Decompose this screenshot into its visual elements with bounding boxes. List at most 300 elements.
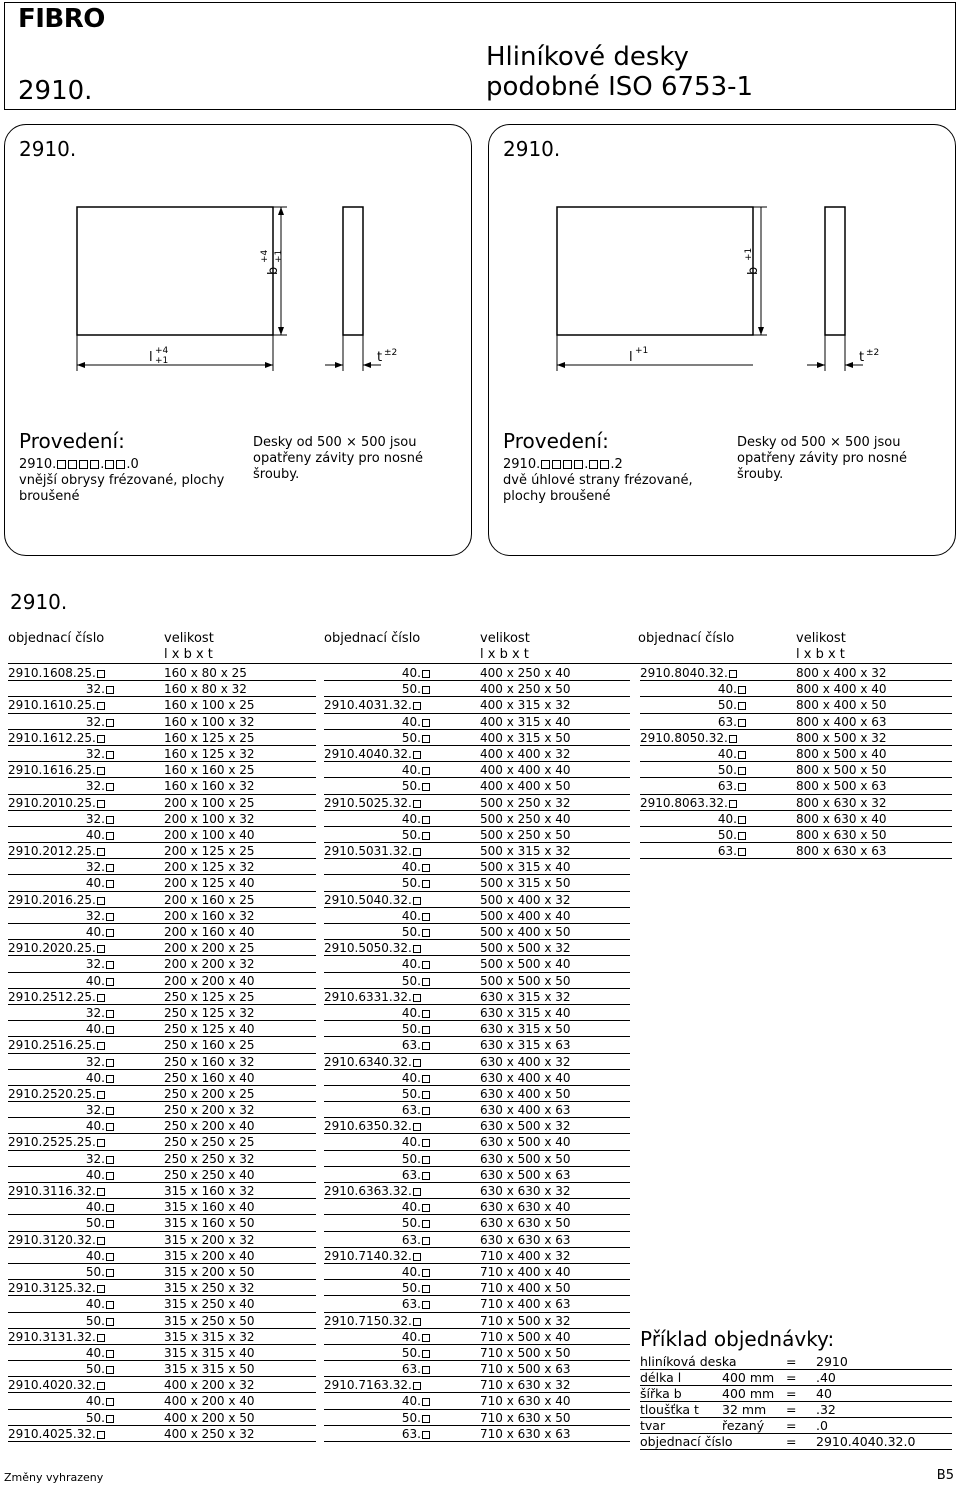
header-size-1: velikost l x b x t	[480, 631, 530, 662]
example-cell: .0	[816, 1418, 828, 1433]
size-value: 800 x 500 x 63	[796, 779, 887, 794]
order-number: 32.	[85, 779, 105, 794]
order-cell	[8, 697, 114, 713]
dim-l-label: l	[149, 350, 153, 365]
order-cell	[8, 681, 114, 697]
placeholder-box-icon	[729, 735, 737, 743]
order-number: 50.	[85, 1362, 105, 1377]
table-row	[8, 1070, 316, 1086]
placeholder-box-icon	[97, 1431, 105, 1439]
order-cell	[8, 1361, 114, 1377]
size-value: 800 x 500 x 50	[796, 763, 887, 778]
table-row	[8, 940, 316, 956]
table-row	[8, 778, 316, 794]
table-row	[324, 859, 630, 875]
order-cell	[324, 1215, 430, 1231]
order-number: 2910.6331.32.	[324, 989, 412, 1004]
order-cell	[324, 714, 430, 730]
table-row	[324, 1199, 630, 1215]
example-cell: =	[786, 1418, 797, 1433]
placeholder-box-icon	[106, 832, 114, 840]
table-row	[324, 1393, 630, 1409]
order-cell	[324, 1134, 430, 1150]
order-cell	[324, 1167, 430, 1183]
order-cell	[324, 973, 430, 989]
order-number: 50.	[401, 1345, 421, 1360]
placeholder-box-icon	[106, 1172, 114, 1180]
table-row	[8, 1102, 316, 1118]
size-value: 800 x 400 x 63	[796, 714, 887, 729]
placeholder-box-icon	[106, 1269, 114, 1277]
order-cell	[8, 1329, 114, 1345]
table-row	[324, 875, 630, 891]
order-number: 40.	[717, 746, 737, 761]
order-cell	[8, 1232, 114, 1248]
size-value: 400 x 400 x 32	[480, 746, 571, 761]
placeholder-box-icon	[97, 735, 105, 743]
table-row	[8, 1054, 316, 1070]
order-cell	[324, 1361, 430, 1377]
header-order-0: objednací číslo	[8, 631, 105, 646]
table-row	[324, 1086, 630, 1102]
table-row	[324, 827, 630, 843]
size-value: 400 x 400 x 40	[480, 763, 571, 778]
order-number: 40.	[85, 1119, 105, 1134]
order-cell	[8, 859, 114, 875]
order-number: 2910.4040.32.	[324, 746, 412, 761]
order-number: 50.	[401, 1281, 421, 1296]
order-number: 2910.2520.25.	[8, 1086, 96, 1101]
order-number: 50.	[401, 925, 421, 939]
size-value: 200 x 160 x 40	[164, 925, 255, 939]
order-cell	[8, 811, 114, 827]
placeholder-box-icon	[422, 1366, 430, 1374]
size-value: 160 x 160 x 25	[164, 763, 255, 778]
placeholder-box-icon	[413, 1253, 421, 1261]
size-value: 630 x 400 x 63	[480, 1103, 571, 1118]
plate-side-view	[343, 207, 363, 335]
order-cell	[640, 697, 746, 713]
table-row	[8, 665, 316, 681]
placeholder-box-icon	[106, 1107, 114, 1115]
placeholder-box-icon	[106, 1415, 114, 1423]
order-cell	[8, 892, 114, 908]
order-cell	[640, 762, 746, 778]
order-number: 50.	[401, 1151, 421, 1166]
size-value: 630 x 630 x 63	[480, 1232, 571, 1247]
placeholder-box-icon	[422, 1285, 430, 1293]
placeholder-box-icon	[413, 945, 421, 953]
dim-l-label: l	[629, 350, 633, 365]
table-row	[324, 892, 630, 908]
svg-text:+4: +4	[155, 346, 169, 356]
brand-logo: FIBRO	[18, 4, 105, 34]
placeholder-box-icon	[422, 913, 430, 921]
table-row	[324, 1102, 630, 1118]
table-row	[324, 697, 630, 713]
table-row	[8, 714, 316, 730]
placeholder-box-icon	[413, 897, 421, 905]
size-value: 250 x 160 x 40	[164, 1070, 255, 1085]
order-cell	[324, 1426, 430, 1442]
order-number: 40.	[717, 811, 737, 826]
size-value: 710 x 630 x 32	[480, 1378, 571, 1393]
order-cell	[324, 843, 430, 859]
order-number: 40.	[401, 1394, 421, 1409]
size-value: 250 x 200 x 40	[164, 1119, 255, 1134]
order-example	[640, 1326, 952, 1450]
size-value: 630 x 400 x 50	[480, 1086, 571, 1101]
size-value: 400 x 250 x 40	[480, 666, 571, 680]
table-row	[324, 795, 630, 811]
size-value: 160 x 100 x 32	[164, 714, 255, 729]
size-value: 630 x 630 x 50	[480, 1216, 571, 1231]
placeholder-box-icon	[729, 670, 737, 678]
example-cell: =	[786, 1402, 797, 1417]
variant-note: Desky od 500 × 500 jsou opatřeny závity pro nosné šrouby.	[737, 435, 908, 482]
size-value: 400 x 200 x 50	[164, 1410, 255, 1425]
placeholder-box-icon	[106, 1318, 114, 1326]
order-number: 50.	[717, 698, 737, 713]
placeholder-box-icon	[422, 978, 430, 986]
table-row	[640, 746, 952, 762]
table-row	[324, 940, 630, 956]
dim-t-label: t	[377, 350, 383, 365]
table-row	[8, 1329, 316, 1345]
placeholder-box-icon	[422, 1091, 430, 1099]
order-number: 2910.1612.25.	[8, 730, 96, 745]
placeholder-box-icon	[422, 1220, 430, 1228]
placeholder-box-icon	[422, 1431, 430, 1439]
table-row	[640, 778, 952, 794]
table-row	[324, 843, 630, 859]
dim-t-label: t	[859, 350, 865, 365]
order-cell	[324, 1410, 430, 1426]
table-row	[324, 1410, 630, 1426]
order-number: 40.	[401, 1135, 421, 1150]
example-cell: hliníková deska	[640, 1354, 737, 1369]
size-value: 315 x 160 x 50	[164, 1216, 255, 1231]
order-cell	[8, 1199, 114, 1215]
order-cell	[8, 1377, 114, 1393]
order-cell	[324, 762, 430, 778]
table-row	[8, 1199, 316, 1215]
order-number: 63.	[401, 1038, 421, 1053]
size-value: 160 x 125 x 32	[164, 746, 255, 761]
order-cell	[8, 1183, 114, 1199]
order-number: 40.	[85, 1297, 105, 1312]
order-cell	[324, 1102, 430, 1118]
table-row	[324, 1054, 630, 1070]
order-number: 2910.8050.32.	[640, 730, 728, 745]
table-row	[324, 665, 630, 681]
order-cell	[8, 875, 114, 891]
order-number: 50.	[717, 827, 737, 842]
order-number: 40.	[85, 925, 105, 939]
table-column-2	[640, 665, 952, 859]
table-row	[324, 1021, 630, 1037]
order-cell	[8, 1215, 114, 1231]
order-number: 63.	[401, 1297, 421, 1312]
order-cell	[640, 811, 746, 827]
size-value: 500 x 500 x 50	[480, 973, 571, 988]
placeholder-box-icon	[97, 1042, 105, 1050]
size-value: 500 x 250 x 50	[480, 827, 571, 842]
example-cell: .32	[816, 1402, 836, 1417]
size-value: 400 x 315 x 40	[480, 714, 571, 729]
order-number: 50.	[85, 1216, 105, 1231]
placeholder-box-icon	[97, 848, 105, 856]
order-number: 2910.3125.32.	[8, 1281, 96, 1296]
order-number: 50.	[401, 730, 421, 745]
placeholder-box-icon	[106, 686, 114, 694]
header-rule	[8, 663, 952, 664]
placeholder-box-icon	[97, 897, 105, 905]
placeholder-box-icon	[422, 1415, 430, 1423]
order-cell	[324, 1393, 430, 1409]
order-number: 2910.6350.32.	[324, 1119, 412, 1134]
order-cell	[324, 1377, 430, 1393]
size-value: 200 x 160 x 25	[164, 892, 255, 907]
placeholder-box-icon	[413, 994, 421, 1002]
table-row	[324, 762, 630, 778]
size-value: 315 x 160 x 32	[164, 1184, 255, 1198]
variant-description: 2910. . .2 dvě úhlové strany frézované, plochy broušené	[503, 457, 693, 504]
size-value: 500 x 315 x 40	[480, 860, 571, 875]
svg-text:+1: +1	[744, 247, 754, 261]
table-row	[324, 1345, 630, 1361]
size-value: 400 x 315 x 50	[480, 730, 571, 745]
placeholder-box-icon	[413, 751, 421, 759]
table-row	[8, 681, 316, 697]
placeholder-box-icon	[738, 783, 746, 791]
size-value: 200 x 125 x 25	[164, 844, 255, 859]
example-row	[640, 1434, 952, 1450]
order-number: 32.	[85, 1054, 105, 1069]
placeholder-box-icon	[413, 702, 421, 710]
table-row	[8, 795, 316, 811]
example-cell: .40	[816, 1370, 836, 1385]
order-cell	[640, 665, 746, 681]
order-number: 50.	[401, 1216, 421, 1231]
size-value: 710 x 400 x 40	[480, 1264, 571, 1279]
svg-text:±2: ±2	[866, 348, 880, 358]
card-code: 2910.	[19, 137, 77, 161]
order-cell	[8, 1345, 114, 1361]
table-row	[8, 1021, 316, 1037]
table-row	[324, 1426, 630, 1442]
table-row	[8, 1086, 316, 1102]
size-value: 630 x 315 x 63	[480, 1038, 571, 1053]
size-value: 630 x 500 x 63	[480, 1167, 571, 1182]
table-row	[324, 1151, 630, 1167]
order-cell	[324, 1005, 430, 1021]
order-number: 40.	[717, 682, 737, 697]
product-code: 2910.	[18, 76, 93, 106]
example-row	[640, 1386, 952, 1402]
order-number: 40.	[401, 1329, 421, 1344]
order-number: 2910.7150.32.	[324, 1313, 412, 1328]
size-value: 400 x 315 x 32	[480, 698, 571, 713]
table-row	[8, 908, 316, 924]
table-row	[8, 811, 316, 827]
order-cell	[8, 1393, 114, 1409]
order-number: 63.	[717, 714, 737, 729]
order-number: 2910.1608.25.	[8, 666, 96, 680]
order-number: 2910.4031.32.	[324, 698, 412, 713]
example-cell: 32 mm	[722, 1402, 767, 1417]
page-title: Hliníkové desky podobné ISO 6753-1	[486, 42, 754, 102]
order-cell	[640, 795, 746, 811]
size-value: 630 x 630 x 32	[480, 1184, 571, 1198]
order-cell	[8, 714, 114, 730]
order-number: 50.	[401, 876, 421, 891]
table-row	[8, 1134, 316, 1150]
order-number: 50.	[85, 1264, 105, 1279]
size-value: 630 x 500 x 50	[480, 1151, 571, 1166]
table-row	[8, 989, 316, 1005]
size-value: 500 x 500 x 40	[480, 957, 571, 972]
example-cell: 400 mm	[722, 1370, 775, 1385]
size-value: 500 x 400 x 50	[480, 925, 571, 939]
table-row	[324, 1215, 630, 1231]
variant-card-2	[488, 124, 956, 556]
table-row	[324, 1070, 630, 1086]
size-value: 630 x 400 x 32	[480, 1054, 571, 1069]
table-row	[8, 973, 316, 989]
placeholder-box-icon	[738, 767, 746, 775]
order-cell	[324, 859, 430, 875]
placeholder-box-icon	[422, 1107, 430, 1115]
order-cell	[8, 1296, 114, 1312]
size-value: 800 x 500 x 40	[796, 746, 887, 761]
variant-label: Provedení:	[19, 429, 125, 453]
example-cell: délka l	[640, 1370, 682, 1385]
placeholder-box-icon	[106, 1398, 114, 1406]
table-row	[8, 1232, 316, 1248]
order-cell	[324, 665, 430, 681]
placeholder-box-icon	[422, 767, 430, 775]
example-cell: =	[786, 1386, 797, 1401]
order-number: 50.	[401, 1410, 421, 1425]
order-cell	[8, 778, 114, 794]
order-cell	[8, 973, 114, 989]
order-number: 50.	[401, 827, 421, 842]
placeholder-box-icon	[413, 1382, 421, 1390]
order-cell	[8, 1037, 114, 1053]
order-number: 50.	[401, 779, 421, 794]
table-row	[8, 1410, 316, 1426]
example-cell: =	[786, 1370, 797, 1385]
header-frame	[4, 2, 956, 110]
order-number: 63.	[401, 1232, 421, 1247]
order-cell	[324, 1329, 430, 1345]
order-cell	[8, 1410, 114, 1426]
order-cell	[8, 1118, 114, 1134]
size-value: 160 x 160 x 32	[164, 779, 255, 794]
order-number: 40.	[401, 1070, 421, 1085]
order-cell	[8, 956, 114, 972]
order-cell	[324, 924, 430, 940]
table-row	[324, 1329, 630, 1345]
table-column-1	[324, 665, 630, 1442]
example-row	[640, 1370, 952, 1386]
table-row	[8, 1005, 316, 1021]
order-number: 2910.5040.32.	[324, 892, 412, 907]
example-cell: šířka b	[640, 1386, 682, 1401]
order-number: 40.	[85, 1345, 105, 1360]
size-value: 200 x 100 x 25	[164, 795, 255, 810]
placeholder-box-icon	[106, 1204, 114, 1212]
order-number: 50.	[401, 1022, 421, 1037]
order-number: 63.	[401, 1426, 421, 1441]
page-number: B5	[936, 1468, 954, 1483]
size-value: 250 x 200 x 25	[164, 1086, 255, 1101]
example-row	[640, 1354, 952, 1370]
placeholder-box-icon	[106, 1253, 114, 1261]
svg-text:+4: +4	[260, 249, 270, 263]
size-value: 315 x 315 x 40	[164, 1345, 255, 1360]
order-number: 32.	[85, 1151, 105, 1166]
table-row	[8, 1183, 316, 1199]
size-value: 160 x 80 x 32	[164, 682, 247, 697]
example-cell: 400 mm	[722, 1386, 775, 1401]
table-row	[640, 714, 952, 730]
size-value: 500 x 400 x 40	[480, 908, 571, 923]
order-number: 40.	[401, 763, 421, 778]
size-value: 710 x 630 x 40	[480, 1394, 571, 1409]
order-number: 63.	[401, 1362, 421, 1377]
order-number: 50.	[717, 763, 737, 778]
size-value: 710 x 500 x 40	[480, 1329, 571, 1344]
order-cell	[640, 778, 746, 794]
order-cell	[324, 1345, 430, 1361]
size-value: 400 x 250 x 32	[164, 1426, 255, 1441]
size-value: 200 x 200 x 40	[164, 973, 255, 988]
plate-top-view	[77, 207, 273, 335]
example-cell: 2910	[816, 1354, 848, 1369]
table-row	[324, 1134, 630, 1150]
order-number: 32.	[85, 957, 105, 972]
order-cell	[324, 1151, 430, 1167]
size-value: 500 x 250 x 32	[480, 795, 571, 810]
table-row	[8, 1361, 316, 1377]
order-example-title: Příklad objednávky:	[640, 1327, 835, 1351]
placeholder-box-icon	[413, 800, 421, 808]
order-number: 2910.6340.32.	[324, 1054, 412, 1069]
table-row	[8, 1037, 316, 1053]
size-value: 250 x 125 x 40	[164, 1022, 255, 1037]
size-value: 630 x 315 x 40	[480, 1005, 571, 1020]
order-number: 40.	[401, 666, 421, 680]
table-row	[8, 1426, 316, 1442]
placeholder-box-icon	[413, 848, 421, 856]
size-value: 500 x 500 x 32	[480, 941, 571, 956]
placeholder-box-icon	[97, 1237, 105, 1245]
order-number: 2910.3131.32.	[8, 1329, 96, 1344]
size-value: 250 x 250 x 32	[164, 1151, 255, 1166]
size-value: 400 x 200 x 32	[164, 1378, 255, 1393]
table-row	[640, 811, 952, 827]
order-number: 2910.2010.25.	[8, 795, 96, 810]
placeholder-box-icon	[422, 1301, 430, 1309]
table-row	[8, 924, 316, 940]
table-row	[8, 697, 316, 713]
order-cell	[324, 1264, 430, 1280]
placeholder-box-icon	[422, 670, 430, 678]
table-column-0	[8, 665, 316, 1442]
order-cell	[8, 1005, 114, 1021]
